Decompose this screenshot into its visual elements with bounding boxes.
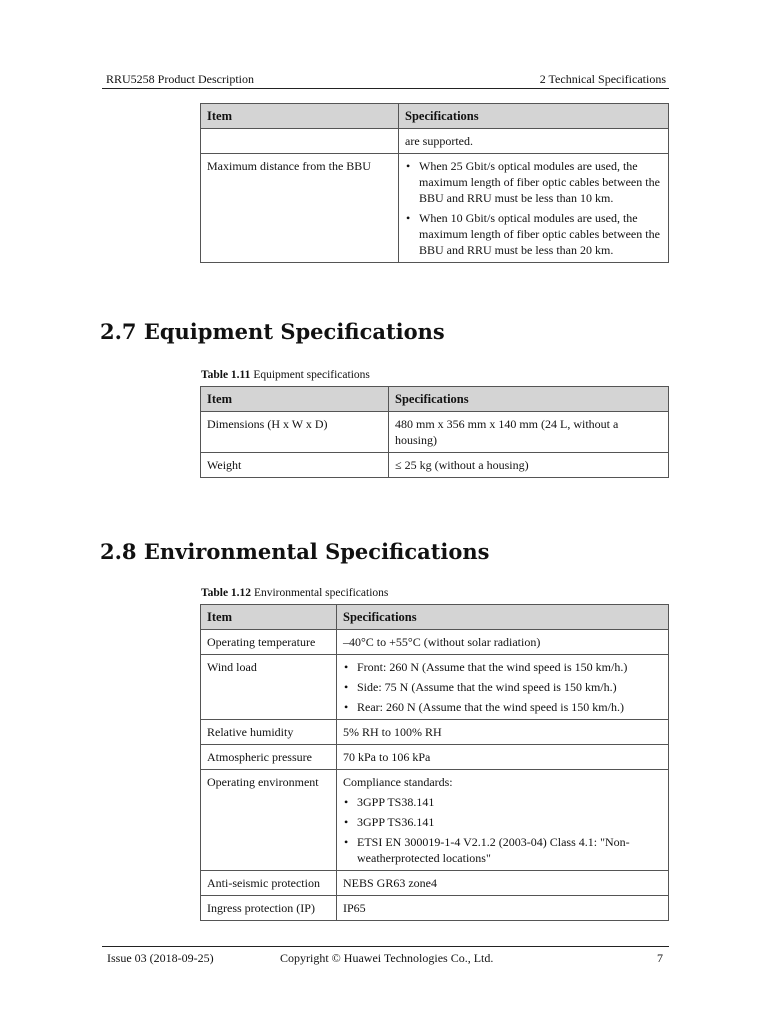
compliance-intro: Compliance standards:	[343, 775, 453, 789]
table-caption-text: Environmental specifications	[253, 587, 389, 599]
table-row	[201, 154, 669, 263]
table-number: Table 1.11	[201, 369, 251, 381]
table-header-row	[201, 387, 669, 412]
spec-cell	[399, 154, 669, 263]
table-row	[201, 412, 669, 453]
spec-cell: 70 kPa to 106 kPa	[337, 745, 669, 770]
bullet-item: • When 25 Gbit/s optical modules are used, the maximum length of fiber optic cables between the BBU and RRU must be less than 10 km.	[405, 158, 662, 206]
bullet-list	[405, 158, 662, 258]
column-header-item: Item	[201, 104, 399, 129]
table-row	[201, 630, 669, 655]
table-row	[201, 745, 669, 770]
item-cell: Ingress protection (IP)	[201, 896, 337, 921]
spec-cell: ≤ 25 kg (without a housing)	[389, 453, 669, 478]
item-cell: Operating environment	[201, 770, 337, 871]
bullet-item: • 3GPP TS38.141	[343, 794, 662, 810]
page-header	[102, 72, 669, 89]
bullet-item: • Rear: 260 N (Assume that the wind speed is 150 km/h.)	[343, 699, 662, 715]
bullet-item: • ETSI EN 300019-1-4 V2.1.2 (2003-04) Class 4.1: "Non-weatherprotected locations"	[343, 834, 662, 866]
issue-label: Issue 03 (2018-09-25)	[107, 951, 214, 965]
equipment-spec-table	[200, 386, 669, 478]
table-header-row	[201, 104, 669, 129]
table-row	[201, 896, 669, 921]
column-header-item: Item	[201, 605, 337, 630]
table-number: Table 1.12	[201, 587, 252, 599]
item-cell: Wind load	[201, 655, 337, 720]
table-caption-equipment	[201, 368, 370, 382]
continued-spec-table	[200, 103, 669, 263]
item-cell: Operating temperature	[201, 630, 337, 655]
table-caption-text: Equipment specifications	[253, 369, 370, 381]
copyright-label: Copyright © Huawei Technologies Co., Ltd.	[280, 951, 494, 965]
table-row	[201, 655, 669, 720]
spec-cell: 5% RH to 100% RH	[337, 720, 669, 745]
spec-cell	[337, 770, 669, 871]
spec-cell: –40°C to +55°C (without solar radiation)	[337, 630, 669, 655]
table-row	[201, 871, 669, 896]
column-header-specifications: Specifications	[389, 387, 669, 412]
item-cell: Maximum distance from the BBU	[201, 154, 399, 263]
bullet-list	[343, 794, 662, 866]
table-header-row	[201, 605, 669, 630]
item-cell: Dimensions (H x W x D)	[201, 412, 389, 453]
table-row	[201, 770, 669, 871]
page-footer	[102, 946, 669, 965]
bullet-list	[343, 659, 662, 715]
bullet-item: • When 10 Gbit/s optical modules are used, the maximum length of fiber optic cables between the BBU and RRU must be less than 20 km.	[405, 210, 662, 258]
item-cell: Relative humidity	[201, 720, 337, 745]
spec-cell: are supported.	[399, 129, 669, 154]
table-caption-environmental	[201, 586, 388, 600]
table-row	[201, 453, 669, 478]
item-cell	[201, 129, 399, 154]
document-title: RRU5258 Product Description	[106, 72, 254, 86]
chapter-title: 2 Technical Specifications	[539, 72, 666, 86]
item-cell: Atmospheric pressure	[201, 745, 337, 770]
spec-cell: IP65	[337, 896, 669, 921]
spec-cell: NEBS GR63 zone4	[337, 871, 669, 896]
column-header-specifications: Specifications	[337, 605, 669, 630]
bullet-item: • Side: 75 N (Assume that the wind speed is 150 km/h.)	[343, 679, 662, 695]
page-number: 7	[657, 951, 663, 965]
table-row	[201, 129, 669, 154]
column-header-specifications: Specifications	[399, 104, 669, 129]
section-heading-equipment: 2.7 Equipment Specifications	[100, 319, 445, 344]
item-cell: Anti-seismic protection	[201, 871, 337, 896]
table-row	[201, 720, 669, 745]
bullet-item: • Front: 260 N (Assume that the wind speed is 150 km/h.)	[343, 659, 662, 675]
environmental-spec-table	[200, 604, 669, 921]
item-cell: Weight	[201, 453, 389, 478]
column-header-item: Item	[201, 387, 389, 412]
bullet-item: • 3GPP TS36.141	[343, 814, 662, 830]
section-heading-environmental: 2.8 Environmental Specifications	[100, 539, 490, 564]
spec-cell: 480 mm x 356 mm x 140 mm (24 L, without a housing)	[389, 412, 669, 453]
spec-cell	[337, 655, 669, 720]
